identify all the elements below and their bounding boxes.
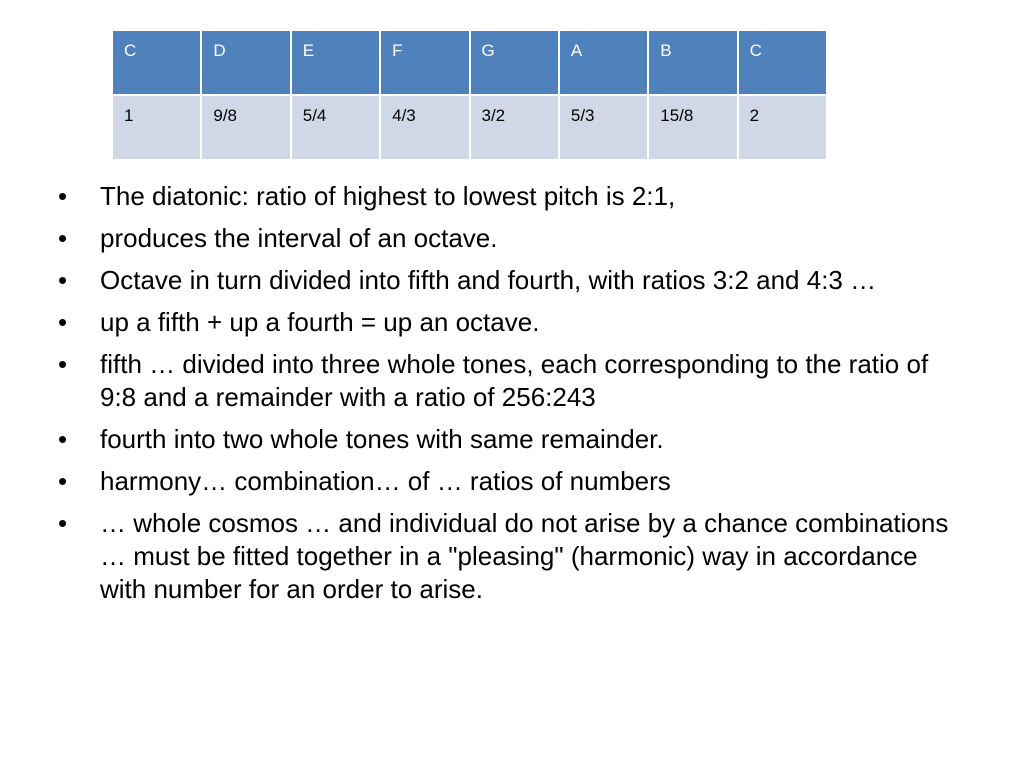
bullet-text: The diatonic: ratio of highest to lowest pitch is 2:1, xyxy=(100,181,676,211)
bullet-text: fourth into two whole tones with same remainder. xyxy=(100,424,664,454)
bullet-icon: • xyxy=(58,265,68,295)
value-cell: 1 xyxy=(112,95,201,160)
bullet-text: up a fifth + up a fourth = up an octave. xyxy=(100,307,540,337)
header-cell-g: G xyxy=(470,30,559,95)
bullet-text: harmony… combination… of … ratios of numbers xyxy=(100,466,671,496)
value-cell: 15/8 xyxy=(648,95,737,160)
bullet-text: fifth … divided into three whole tones, each corresponding to the ratio of 9:8 and a remainder with a ratio of 256:243 xyxy=(100,349,929,412)
bullet-text: produces the interval of an octave. xyxy=(100,223,498,253)
value-cell: 5/4 xyxy=(291,95,380,160)
bullet-text: … whole cosmos … and individual do not arise by a chance combinations … must be fitted together in a "pleasing" (harmonic) way in accordance with number for an order to arise. xyxy=(100,508,949,604)
bullet-icon: • xyxy=(58,508,68,538)
value-cell: 3/2 xyxy=(470,95,559,160)
list-item xyxy=(58,507,968,606)
header-cell-e: E xyxy=(291,30,380,95)
header-cell-f: F xyxy=(380,30,469,95)
table-header-row xyxy=(112,30,827,95)
bullet-icon: • xyxy=(58,223,68,253)
note-ratio-table xyxy=(111,29,828,161)
list-item xyxy=(58,306,968,339)
table-row xyxy=(112,95,827,160)
value-cell: 9/8 xyxy=(201,95,290,160)
header-cell-c-upper: C xyxy=(738,30,827,95)
bullet-icon: • xyxy=(58,466,68,496)
bullet-icon: • xyxy=(58,181,68,211)
list-item xyxy=(58,222,968,255)
value-cell: 2 xyxy=(738,95,827,160)
value-cell: 4/3 xyxy=(380,95,469,160)
header-cell-d: D xyxy=(201,30,290,95)
value-cell: 5/3 xyxy=(559,95,648,160)
list-item xyxy=(58,348,968,414)
bullet-icon: • xyxy=(58,307,68,337)
header-cell-a: A xyxy=(559,30,648,95)
header-cell-b: B xyxy=(648,30,737,95)
list-item xyxy=(58,180,968,213)
bullet-text: Octave in turn divided into fifth and fourth, with ratios 3:2 and 4:3 … xyxy=(100,265,877,295)
header-cell-c: C xyxy=(112,30,201,95)
list-item xyxy=(58,264,968,297)
list-item xyxy=(58,423,968,456)
bullet-list xyxy=(58,180,968,615)
bullet-icon: • xyxy=(58,424,68,454)
list-item xyxy=(58,465,968,498)
bullet-icon: • xyxy=(58,349,68,379)
